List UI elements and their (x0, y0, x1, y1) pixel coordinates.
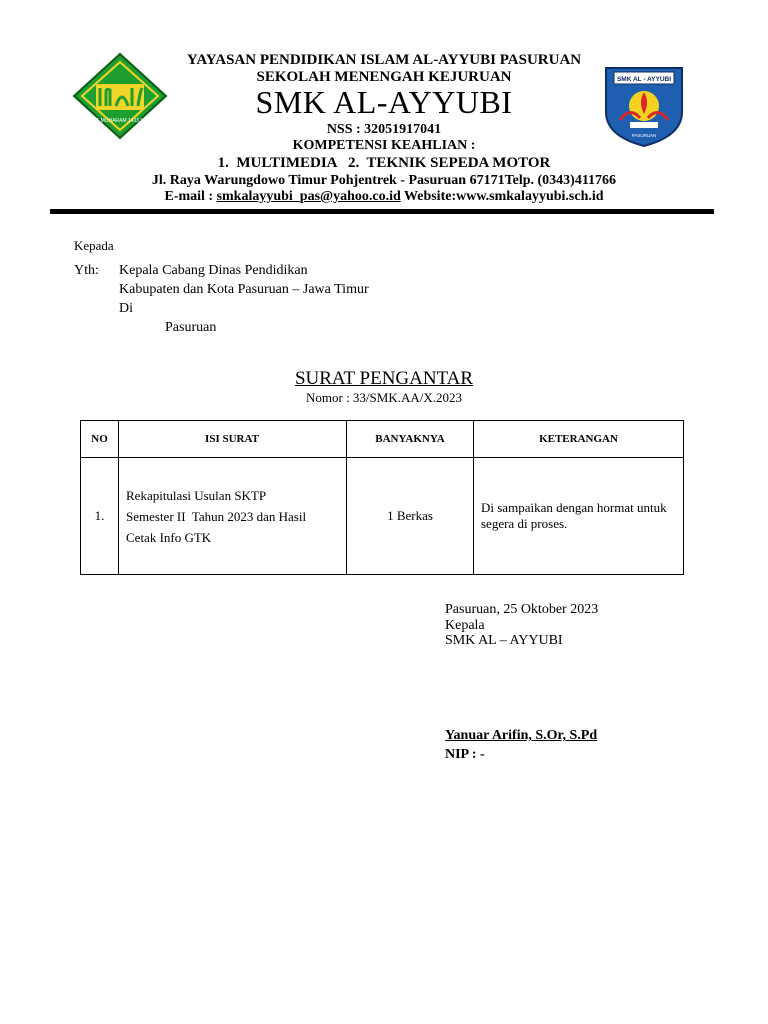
cell-no: 1. (81, 458, 119, 575)
ket-line-1: Di sampaikan dengan hormat untuk (481, 500, 667, 515)
school-address: Jl. Raya Warungdowo Timur Pohjentrek - Pasuruan 67171Telp. (0343)411766 (151, 173, 617, 188)
email-link[interactable]: smkalayyubi_pas@yahoo.co.id (216, 189, 401, 204)
school-type: SEKOLAH MENENGAH KEJURUAN (256, 69, 512, 85)
signer-school: SMK AL – AYYUBI (445, 633, 563, 648)
isi-line-1: Rekapitulasi Usulan SKTP (126, 487, 267, 503)
recipient-line-1: Kepala Cabang Dinas Pendidikan (119, 263, 308, 278)
kompetensi-list: 1. MULTIMEDIA 2. TEKNIK SEPEDA MOTOR (217, 155, 551, 171)
letter-number: Nomor : 33/SMK.AA/X.2023 (305, 390, 462, 405)
table-row (81, 458, 684, 575)
yth-label: Yth: (74, 263, 99, 278)
letter-title: SURAT PENGANTAR (294, 368, 474, 389)
place-date: Pasuruan, 25 Oktober 2023 (445, 602, 599, 617)
signer-name: Yanuar Arifin, S.Or, S.Pd (445, 728, 598, 743)
cell-banyaknya: 1 Berkas (347, 458, 474, 575)
kepada-label: Kepada (74, 238, 114, 253)
table-header-row (81, 421, 684, 458)
letter-contents-table (80, 420, 684, 575)
ket-line-2: segera di proses. (481, 516, 568, 531)
recipient-line-3: Di (119, 301, 133, 316)
isi-line-2: Semester II Tahun 2023 dan Hasil (126, 508, 307, 524)
signer-nip: NIP : - (445, 747, 485, 762)
cell-keterangan (474, 458, 684, 575)
header-keterangan: KETERANGAN (474, 421, 684, 458)
email-label: E-mail : (164, 189, 217, 204)
recipient-line-2: Kabupaten dan Kota Pasuruan – Jawa Timur (119, 282, 369, 297)
signer-position: Kepala (445, 618, 485, 633)
header-banyaknya: BANYAKNYA (347, 421, 474, 458)
nss-number: NSS : 32051917041 (326, 122, 442, 137)
kompetensi-label: KOMPETENSI KEAHLIAN : (292, 138, 476, 153)
header-no: NO (81, 421, 119, 458)
cell-isi-surat (119, 458, 347, 575)
isi-line-3: Cetak Info GTK (126, 529, 212, 545)
left-logo-text: S MUHARAM 1433 H (95, 118, 145, 124)
letterhead-divider (50, 209, 714, 214)
right-logo-bottom: PASURUAN (631, 133, 657, 138)
recipient-line-4: Pasuruan (165, 320, 217, 335)
foundation-name: YAYASAN PENDIDIKAN ISLAM AL-AYYUBI PASURUAN (186, 52, 582, 68)
right-logo-text: SMK AL - AYYUBI (616, 76, 672, 83)
header-isi-surat: ISI SURAT (119, 421, 347, 458)
website-text: Website:www.smkalayyubi.sch.id (400, 189, 604, 204)
school-name: SMK AL-AYYUBI (255, 84, 513, 120)
contact-line (110, 189, 658, 205)
